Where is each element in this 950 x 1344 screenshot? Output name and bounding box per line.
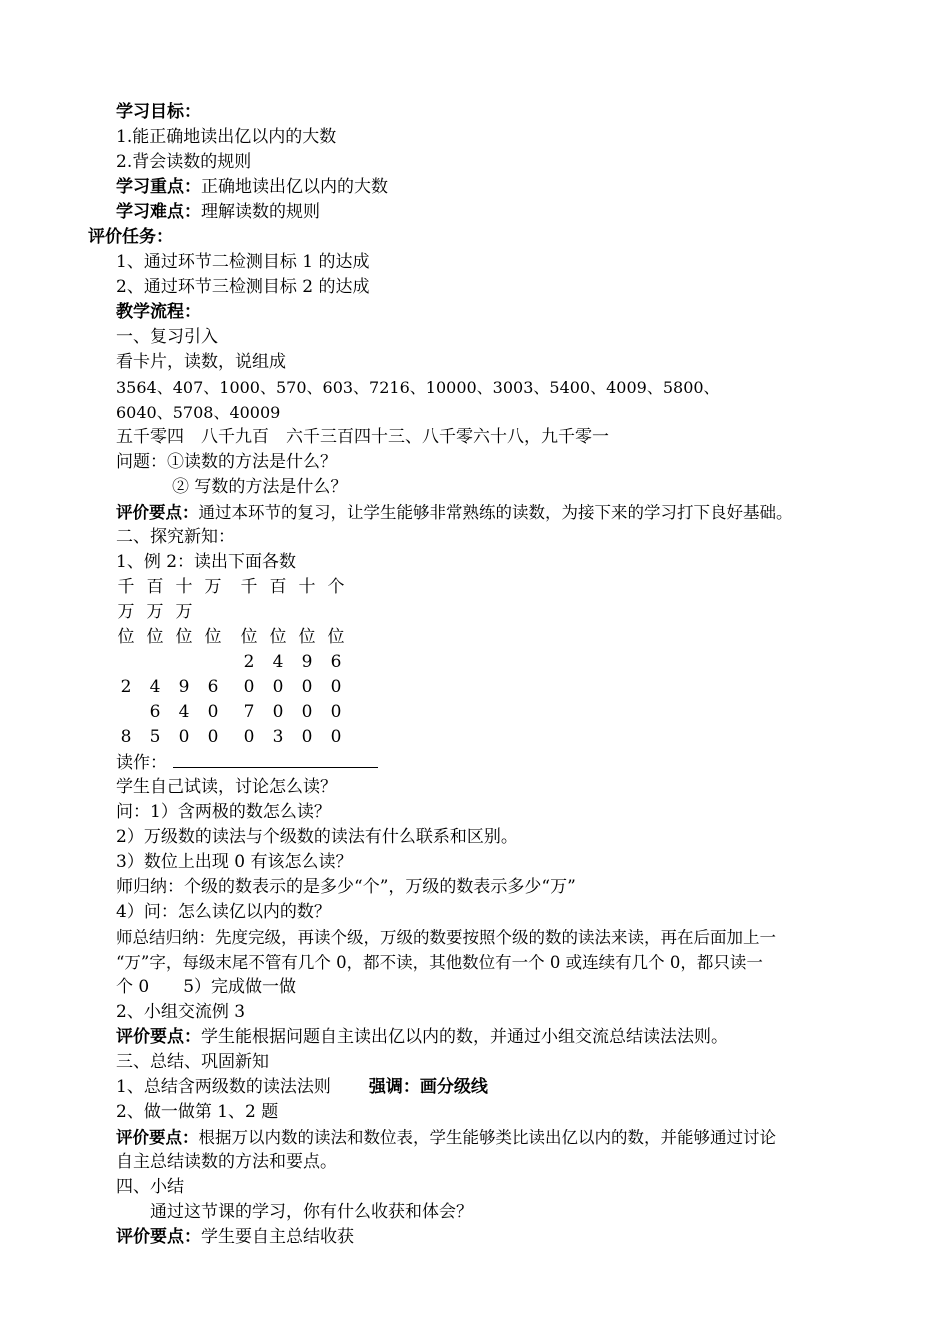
- s3-eval-text-1: 根据万以内数的读法和数位表，学生能够类比读出亿以内的数，并能够通过讨论: [198, 1128, 776, 1147]
- process-heading: 教学流程：: [116, 302, 201, 322]
- key-point-label: 学习重点：: [116, 177, 201, 197]
- digit-cell: 6: [207, 677, 219, 697]
- place-value-table: [116, 575, 376, 750]
- s1-question-2: ② 写数的方法是什么？: [172, 477, 348, 497]
- section-4-title: 四、小结: [116, 1177, 184, 1197]
- s2-eval-text: 学生能根据问题自主读出亿以内的数，并通过小组交流总结读法法则。: [201, 1027, 728, 1047]
- s2-example: 1、例 2：读出下面各数: [116, 552, 297, 572]
- s3-emphasis: 强调：画分级线: [368, 1077, 488, 1097]
- s1-question-1: 问题：①读数的方法是什么？: [116, 452, 337, 472]
- digit-cell: 3: [272, 727, 284, 747]
- s3-line-1-row: [116, 1075, 488, 1100]
- header-cell: 百: [269, 577, 287, 597]
- digit-cell: 0: [330, 727, 342, 747]
- s2-line-3: 2）万级数的读法与个级数的读法有什么联系和区别。: [116, 827, 518, 847]
- s2-line-2: 问：1）含两极的数怎么读？: [116, 802, 331, 822]
- digit-cell: 6: [149, 702, 161, 722]
- header-cell: 位: [327, 627, 345, 647]
- digit-cell: 9: [301, 652, 313, 672]
- s2-line-1: 学生自己试读，讨论怎么读？: [116, 777, 337, 797]
- digit-cell: 0: [301, 727, 313, 747]
- header-cell: 位: [240, 627, 258, 647]
- s1-eval-label: 评价要点：: [116, 503, 199, 522]
- header-cell: 位: [204, 627, 222, 647]
- s3-line-1: 1、总结含两级数的读法法则: [116, 1077, 331, 1097]
- digit-cell: 0: [207, 702, 219, 722]
- header-cell: 千: [117, 577, 135, 597]
- digit-cell: 0: [330, 702, 342, 722]
- key-point: [116, 175, 388, 200]
- s2-line-6: 4）问：怎么读亿以内的数？: [116, 902, 331, 922]
- s2-line-5: 师归纳：个级的数表示的是多少“个”，万级的数表示多少“万”: [116, 877, 576, 897]
- s2-read-line: [116, 750, 378, 776]
- s3-eval: [116, 1125, 776, 1150]
- header-cell: 万: [175, 602, 193, 622]
- header-cell: 万: [204, 577, 222, 597]
- evaluation-tasks-heading: 评价任务：: [88, 227, 173, 247]
- s3-eval-text-2: 自主总结读数的方法和要点。: [116, 1152, 337, 1172]
- s3-line-2: 2、做一做第 1、2 题: [116, 1102, 279, 1122]
- digit-cell: 0: [243, 727, 255, 747]
- header-cell: 位: [146, 627, 164, 647]
- header-cell: 十: [175, 577, 193, 597]
- key-point-text: 正确地读出亿以内的大数: [201, 177, 388, 197]
- digit-cell: 0: [301, 677, 313, 697]
- digit-cell: 0: [178, 727, 190, 747]
- s1-line-1: 看卡片，读数，说组成: [116, 352, 286, 372]
- s1-chinese-numbers: 五千零四 八千九百 六千三百四十三、八千零六十八，九千零一: [116, 427, 609, 447]
- header-cell: 位: [269, 627, 287, 647]
- header-cell: 位: [175, 627, 193, 647]
- digit-cell: 2: [120, 677, 132, 697]
- header-cell: 个: [327, 577, 345, 597]
- answer-blank: [173, 750, 378, 768]
- difficulty-label: 学习难点：: [116, 202, 201, 222]
- header-cell: 千: [240, 577, 258, 597]
- s4-eval-label: 评价要点：: [116, 1227, 201, 1247]
- s1-numbers-2: 6040、5708、40009: [116, 403, 281, 422]
- digit-cell: 4: [149, 677, 161, 697]
- s4-line-1: 通过这节课的学习，你有什么收获和体会？: [150, 1202, 473, 1222]
- digit-cell: 0: [301, 702, 313, 722]
- digit-cell: 5: [149, 727, 161, 747]
- header-cell: 万: [117, 602, 135, 622]
- header-cell: 百: [146, 577, 164, 597]
- digit-cell: 4: [272, 652, 284, 672]
- header-cell: 位: [117, 627, 135, 647]
- digit-cell: 0: [243, 677, 255, 697]
- difficulty: [116, 200, 320, 225]
- s2-line-7: 师总结归纳：先度完级，再读个级，万级的数要按照个级的数的读法来读，再在后面加上一: [116, 928, 776, 947]
- digit-cell: 7: [243, 702, 255, 722]
- digit-cell: 0: [330, 677, 342, 697]
- s2-line-8: “万”字，每级末尾不管有几个 0，都不读，其他数位有一个 0 或连续有几个 0，都只读一: [116, 953, 763, 972]
- s1-numbers-1: 3564、407、1000、570、603、7216、10000、3003、5400、4009、5800、: [116, 378, 720, 397]
- objective-2: 2.背会读数的规则: [116, 152, 252, 172]
- s4-eval-text: 学生要自主总结收获: [201, 1227, 354, 1247]
- digit-cell: 4: [178, 702, 190, 722]
- s2-line-9: 个 0 5）完成做一做: [116, 977, 297, 997]
- section-2-title: 二、探究新知：: [116, 527, 235, 547]
- s2-read-label: 读作：: [116, 753, 167, 773]
- task-1: 1、通过环节二检测目标 1 的达成: [116, 252, 370, 272]
- s1-eval-text: 通过本环节的复习，让学生能够非常熟练的读数，为接下来的学习打下良好基础。: [198, 503, 793, 522]
- task-2: 2、通过环节三检测目标 2 的达成: [116, 277, 370, 297]
- digit-cell: 8: [120, 727, 132, 747]
- digit-cell: 0: [207, 727, 219, 747]
- digit-cell: 6: [330, 652, 342, 672]
- s1-eval: [116, 500, 793, 525]
- s4-eval: [116, 1225, 354, 1250]
- objectives-heading: 学习目标：: [116, 102, 201, 122]
- digit-cell: 0: [272, 677, 284, 697]
- difficulty-text: 理解读数的规则: [201, 202, 320, 222]
- s3-eval-label: 评价要点：: [116, 1128, 199, 1147]
- digit-cell: 0: [272, 702, 284, 722]
- header-cell: 万: [146, 602, 164, 622]
- s2-eval: [116, 1025, 728, 1050]
- header-cell: 位: [298, 627, 316, 647]
- header-cell: 十: [298, 577, 316, 597]
- s2-line-4: 3）数位上出现 0 有该怎么读？: [116, 852, 353, 872]
- section-3-title: 三、总结、巩固新知: [116, 1052, 269, 1072]
- section-1-title: 一、复习引入: [116, 327, 218, 347]
- objective-1: 1.能正确地读出亿以内的大数: [116, 127, 337, 147]
- s2-line-10: 2、小组交流例 3: [116, 1002, 246, 1022]
- digit-cell: 9: [178, 677, 190, 697]
- s2-eval-label: 评价要点：: [116, 1027, 201, 1047]
- digit-cell: 2: [243, 652, 255, 672]
